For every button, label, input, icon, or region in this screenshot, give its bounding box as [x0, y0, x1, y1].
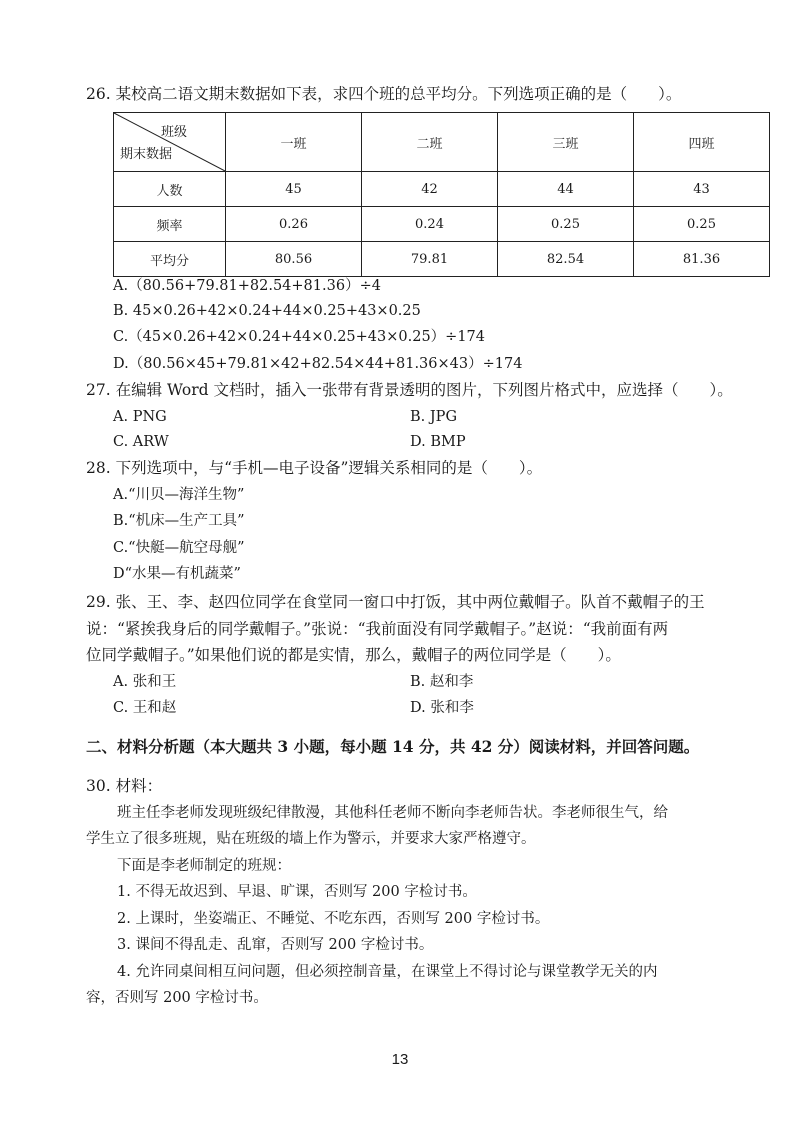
column-header: 二班 [362, 113, 498, 172]
q26-option-c: C.（45×0.26+42×0.24+44×0.25+43×0.25）÷174 [113, 329, 486, 345]
q30-rule-1: 1. 不得无故迟到、早退、旷课，否则写 200 字检讨书。 [117, 884, 477, 900]
q30-rule-4: 4. 允许同桌间相互问问题，但必须控制音量，在课堂上不得讨论与课堂教学无关的内 [117, 964, 658, 980]
table-cell: 79.81 [362, 242, 498, 277]
grades-table [113, 112, 770, 277]
corner-bottom-label: 期末数据 [120, 147, 173, 162]
q27-option-d: D. BMP [410, 434, 466, 450]
table-cell: 80.56 [226, 242, 362, 277]
q29-line-2: 说：“紧挨我身后的同学戴帽子。”张说：“我前面没有同学戴帽子。”赵说：“我前面有两 [86, 620, 669, 638]
q28-option-a: A.“川贝—海洋生物” [113, 487, 245, 503]
column-header: 一班 [226, 113, 362, 172]
table-cell: 0.24 [362, 207, 498, 242]
table-cell: 45 [226, 172, 362, 207]
q30-rule-2: 2. 上课时，坐姿端正、不睡觉、不吃东西，否则写 200 字检讨书。 [117, 911, 550, 927]
q28-option-b: B.“机床—生产工具” [113, 513, 245, 529]
q29-option-c: C. 王和赵 [113, 700, 177, 716]
q30-paragraph-line-1: 班主任李老师发现班级纪律散漫，其他科任老师不断向李老师告状。李老师很生气，给 [117, 805, 668, 821]
table-cell: 0.26 [226, 207, 362, 242]
q27-stem: 27. 在编辑 Word 文档时，插入一张带有背景透明的图片，下列图片格式中，应选择（ ）。 [86, 381, 733, 399]
table-header-row [114, 113, 770, 172]
table-cell: 0.25 [498, 207, 634, 242]
q29-line-3: 位同学戴帽子。”如果他们说的都是实情，那么，戴帽子的两位同学是（ ）。 [86, 646, 621, 664]
q27-option-b: B. JPG [410, 409, 458, 425]
q27-option-c: C. ARW [113, 434, 169, 450]
q26-option-a: A.（80.56+79.81+82.54+81.36）÷4 [113, 278, 381, 294]
q26-stem: 26. 某校高二语文期末数据如下表，求四个班的总平均分。下列选项正确的是（ ）。 [86, 85, 682, 103]
table-corner-cell [114, 113, 226, 172]
q28-stem: 28. 下列选项中，与“手机—电子设备”逻辑关系相同的是（ ）。 [86, 459, 543, 477]
row-label: 平均分 [114, 242, 226, 277]
page-number: 13 [391, 1051, 409, 1068]
row-label: 人数 [114, 172, 226, 207]
q26-option-b: B. 45×0.26+42×0.24+44×0.25+43×0.25 [113, 303, 421, 319]
table-cell: 0.25 [634, 207, 770, 242]
table-cell: 43 [634, 172, 770, 207]
q28-option-d: D“水果—有机蔬菜” [113, 566, 241, 582]
q29-option-b: B. 赵和李 [410, 674, 474, 690]
table-row [114, 172, 770, 207]
q30-rule-3: 3. 课间不得乱走、乱窜，否则写 200 字检讨书。 [117, 937, 434, 953]
q28-option-c: C.“快艇—航空母舰” [113, 540, 245, 556]
section-heading: 二、材料分析题（本大题共 3 小题，每小题 14 分，共 42 分）阅读材料，并回答问题。 [86, 737, 700, 756]
corner-top-label: 班级 [160, 125, 187, 140]
table-cell: 42 [362, 172, 498, 207]
table-row [114, 242, 770, 277]
q29-option-d: D. 张和李 [410, 700, 474, 716]
row-label: 频率 [114, 207, 226, 242]
q26-option-d: D.（80.56×45+79.81×42+82.54×44+81.36×43）÷174 [113, 356, 523, 372]
q30-rules-intro: 下面是李老师制定的班规： [117, 858, 291, 874]
table-cell: 44 [498, 172, 634, 207]
table-cell: 81.36 [634, 242, 770, 277]
table-row [114, 207, 770, 242]
table-cell: 82.54 [498, 242, 634, 277]
column-header: 三班 [498, 113, 634, 172]
q30-paragraph-line-2: 学生立了很多班规，贴在班级的墙上作为警示，并要求大家严格遵守。 [86, 831, 536, 847]
q30-title: 30. 材料： [86, 777, 163, 795]
q27-option-a: A. PNG [113, 409, 167, 425]
q29-line-1: 29. 张、王、李、赵四位同学在食堂同一窗口中打饭，其中两位戴帽子。队首不戴帽子的王 [86, 593, 705, 611]
column-header: 四班 [634, 113, 770, 172]
q29-option-a: A. 张和王 [113, 674, 177, 690]
q30-rule-4-cont: 容，否则写 200 字检讨书。 [86, 990, 268, 1006]
